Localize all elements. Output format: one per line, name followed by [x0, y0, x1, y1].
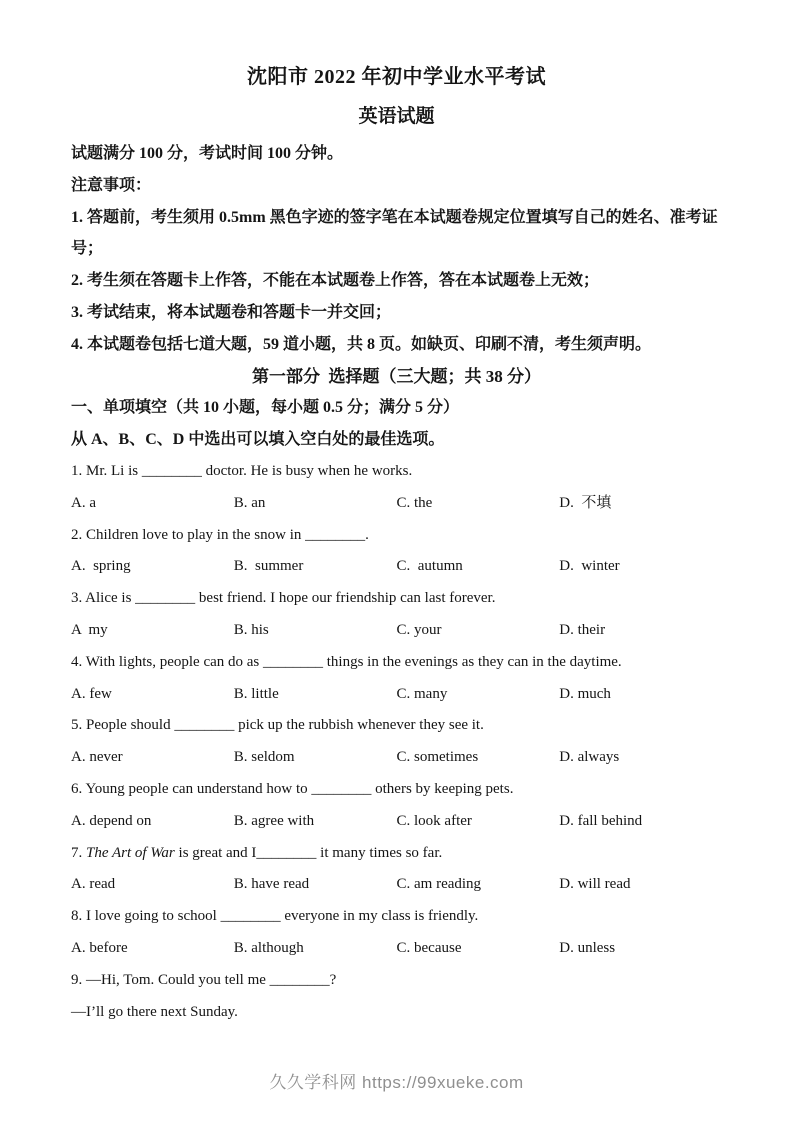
question-8-stem: 8. I love going to school ________ everyone in my class is friendly.: [71, 908, 479, 925]
question-1-option-c: C. the: [396, 494, 433, 511]
section-instruction: 从 A、B、C、D 中选出可以填入空白处的最佳选项。: [71, 431, 445, 449]
question-1-options: [71, 488, 722, 520]
question-9-reply-line: —I’ll go there next Sunday.: [71, 1003, 238, 1020]
question-5-options: [71, 742, 722, 774]
question-8-option-c: C. because: [396, 939, 462, 956]
question-7-stem-suffix: is great and I________ it many times so far.: [174, 844, 443, 861]
question-1-option-b: B. an: [233, 494, 266, 511]
question-3-option-a: A my: [71, 621, 108, 638]
question-7-options: [71, 869, 722, 901]
exam-subtitle: 英语试题: [358, 106, 435, 127]
question-5-option-c: C. sometimes: [396, 749, 479, 766]
question-9-stem: 9. —Hi, Tom. Could you tell me ________?: [71, 971, 337, 988]
question-3-stem: 3. Alice is ________ best friend. I hope our friendship can last forever.: [71, 590, 496, 607]
question-4-option-c: C. many: [396, 685, 448, 702]
notice-item-4: 4. 本试题卷包括七道大题，59 道小题，共 8 页。如缺页、印刷不清，考生须声明。: [71, 335, 652, 353]
question-4-options: [71, 679, 722, 711]
question-3-options: [71, 615, 722, 647]
notice-item-1: 1. 答题前，考生须用 0.5mm 黑色字迹的签字笔在本试题卷规定位置填写自己的姓名、准考证号；: [71, 208, 718, 258]
question-8-options: [71, 933, 722, 965]
question-2-option-a: A. spring: [71, 558, 131, 575]
question-4-stem: 4. With lights, people can do as ________ things in the evenings as they can in the daytime.: [71, 653, 622, 670]
question-7-option-b: B. have read: [233, 876, 310, 893]
exam-title: 沈阳市 2022 年初中学业水平考试: [247, 66, 546, 88]
question-7-stem-prefix: 7.: [71, 844, 86, 861]
watermark-text: 久久学科网 https://99xueke.com: [269, 1073, 524, 1092]
question-6-option-d: D. fall behind: [559, 812, 643, 829]
question-5-stem: 5. People should ________ pick up the rubbish whenever they see it.: [71, 717, 484, 734]
exam-meta-line: 试题满分 100 分，考试时间 100 分钟。: [71, 145, 344, 162]
question-8-option-a: A. before: [71, 939, 128, 956]
question-3-option-c: C. your: [396, 621, 442, 638]
question-6-option-b: B. agree with: [233, 812, 315, 829]
question-7-option-d: D. will read: [559, 876, 631, 893]
notice-item-2: 2. 考生须在答题卡上作答，不能在本试题卷上作答，答在本试题卷上无效；: [71, 272, 600, 290]
question-4-option-d: D. much: [559, 685, 611, 702]
question-2-option-b: B. summer: [233, 558, 304, 575]
question-3-option-d: D. their: [559, 621, 606, 638]
notice-heading: 注意事项：: [71, 176, 152, 194]
question-6-option-a: A. depend on: [71, 812, 152, 829]
question-8-option-d: D. unless: [559, 939, 616, 956]
question-2-option-c: C. autumn: [396, 558, 463, 575]
question-2-options: [71, 551, 722, 583]
question-2-stem: 2. Children love to play in the snow in ________.: [71, 526, 369, 543]
question-6-stem: 6. Young people can understand how to ________ others by keeping pets.: [71, 780, 514, 797]
question-7-book-title: The Art of War: [86, 844, 175, 861]
question-1-stem: 1. Mr. Li is ________ doctor. He is busy when he works.: [71, 462, 413, 479]
question-5-option-b: B. seldom: [233, 749, 295, 766]
question-4-option-a: A. few: [71, 685, 112, 702]
question-1-option-d: D. 不填: [559, 494, 612, 511]
section-heading: 一、单项填空（共 10 小题，每小题 0.5 分；满分 5 分）: [71, 399, 460, 417]
question-6-option-c: C. look after: [396, 812, 472, 829]
question-8-option-b: B. although: [233, 939, 304, 956]
question-6-options: [71, 806, 722, 838]
question-5-option-d: D. always: [559, 749, 620, 766]
notice-item-3: 3. 考试结束，将本试题卷和答题卡一并交回；: [71, 303, 392, 321]
question-5-option-a: A. never: [71, 749, 123, 766]
question-1-option-a: A. a: [71, 494, 96, 511]
question-2-option-d: D. winter: [559, 558, 620, 575]
question-4-option-b: B. little: [233, 685, 279, 702]
question-7-option-c: C. am reading: [396, 876, 482, 893]
question-7-option-a: A. read: [71, 876, 116, 893]
part-heading: 第一部分 选择题（三大题；共 38 分）: [252, 366, 541, 386]
question-7-stem: [71, 838, 722, 870]
question-3-option-b: B. his: [233, 621, 269, 638]
